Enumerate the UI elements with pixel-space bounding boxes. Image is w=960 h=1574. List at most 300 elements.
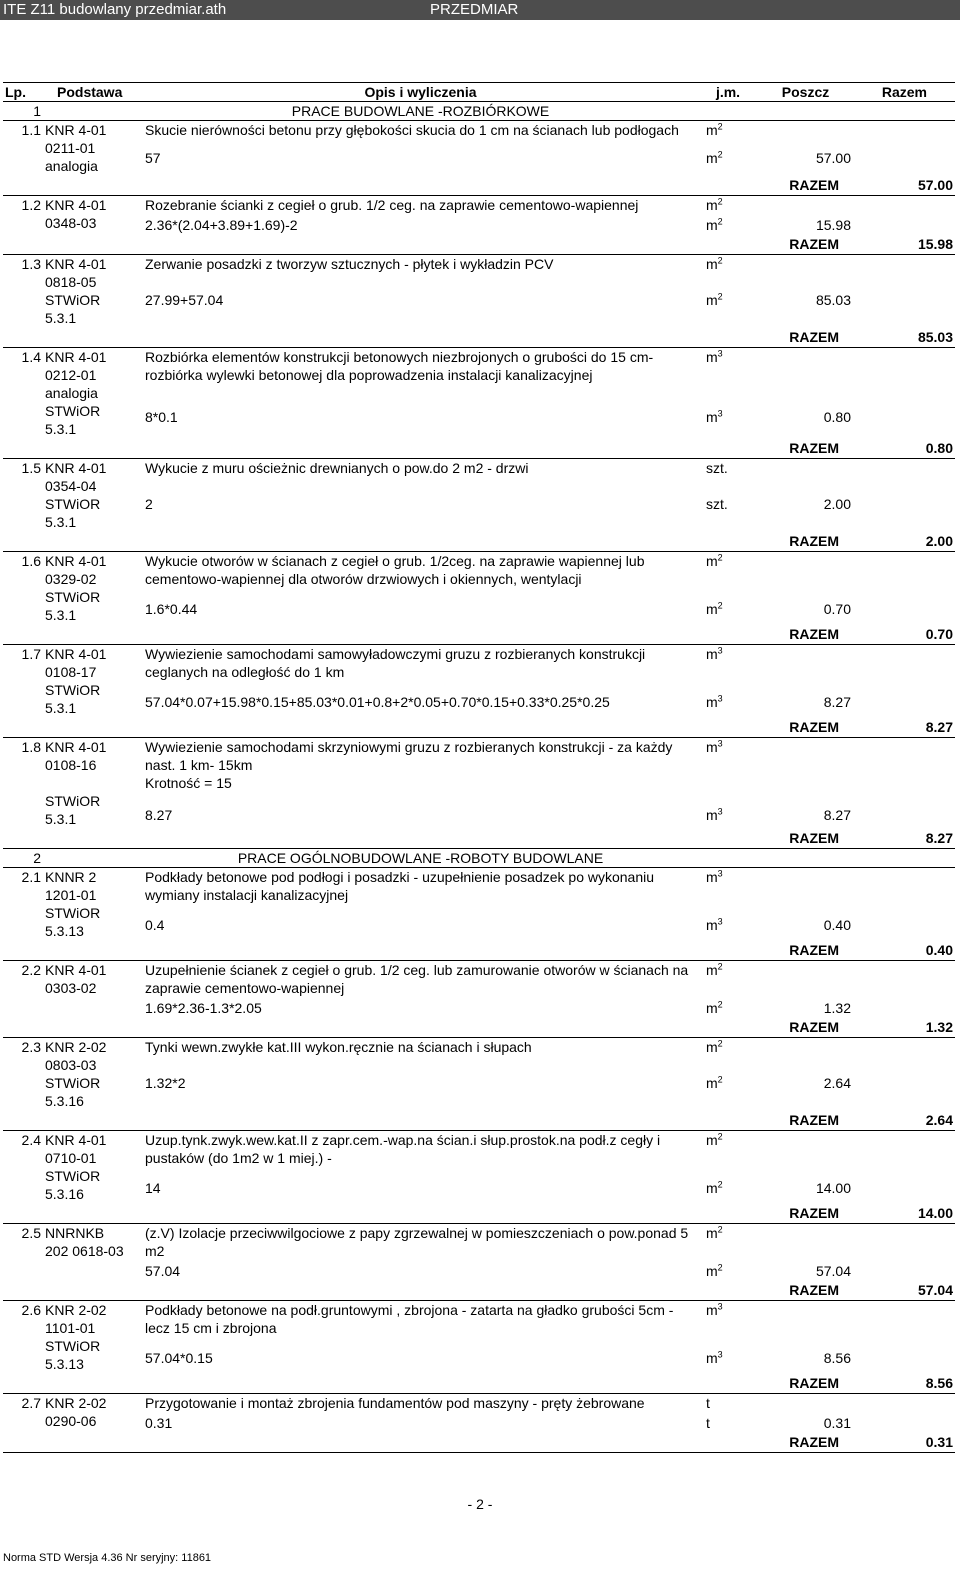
item-blank: [853, 645, 955, 692]
item-blank: [853, 552, 955, 599]
calculation-row: [3, 214, 955, 234]
item-description: Rozbiórka elementów konstrukcji betonowych niezbrojonych o grubości do 15 cm- rozbiórka wylewki betonowej dla poprowadzenia instalacji kanalizacyjnej: [143, 348, 698, 406]
item-number: 1.2: [3, 196, 43, 235]
item-blank: [853, 196, 955, 215]
item-unit: [698, 196, 758, 215]
unit-exponent: 3: [717, 1349, 723, 1360]
unit-base: m: [706, 1302, 718, 1318]
total-value: 57.00: [917, 177, 953, 193]
item-unit: [698, 1224, 758, 1261]
item-blank: [853, 1131, 955, 1178]
total-row: [3, 1280, 955, 1301]
unit-base: m: [706, 739, 718, 755]
total-spacer: [3, 234, 43, 255]
item-basis: KNR 2-02 1101-01 STWiOR 5.3.13: [43, 1301, 143, 1374]
total-spacer: [143, 828, 698, 849]
item-blank: [758, 459, 853, 494]
calculation-unit: [698, 1177, 758, 1203]
item-unit: [698, 1131, 758, 1178]
total-spacer: [43, 327, 143, 348]
calculation-row: [3, 147, 955, 175]
total-value: 57.04: [917, 1282, 953, 1298]
item-blank: [853, 738, 955, 804]
item-blank: [853, 691, 955, 717]
item-blank: [853, 214, 955, 234]
item-number: 2.7: [3, 1394, 43, 1433]
item-partial-value: 15.98: [815, 217, 851, 233]
item-partial-value: 1.32: [823, 1000, 851, 1016]
total-value: 0.70: [925, 626, 953, 642]
total-spacer: [143, 1373, 698, 1394]
table-row: [3, 121, 955, 147]
item-blank: [853, 1072, 955, 1110]
item-blank: [758, 1224, 853, 1261]
item-basis: KNR 4-01 0212-01 analogia STWiOR 5.3.1: [43, 348, 143, 439]
unit-base: m: [706, 962, 718, 978]
table-header-row: [3, 83, 955, 102]
total-row: [3, 1203, 955, 1224]
item-calculation: 0.4: [145, 917, 165, 934]
item-basis: KNR 4-01 0348-03: [43, 196, 143, 235]
calculation-row: [3, 1072, 955, 1110]
total-spacer: [43, 717, 143, 738]
item-number: 2.6: [3, 1301, 43, 1374]
item-partial-value: 2.00: [823, 496, 851, 513]
item-blank: [853, 1224, 955, 1261]
total-spacer: [698, 1432, 758, 1453]
item-partial-value: 0.31: [823, 1415, 851, 1431]
total-row: [3, 1373, 955, 1394]
item-partial-value: 2.64: [823, 1075, 851, 1092]
unit-base: m: [706, 1000, 718, 1016]
calculation-row: [3, 804, 955, 828]
total-label: RAZEM: [789, 440, 839, 456]
total-label: RAZEM: [789, 626, 839, 642]
item-basis: KNR 4-01 0108-17 STWiOR 5.3.1: [43, 645, 143, 718]
total-spacer: [3, 1373, 43, 1394]
total-spacer: [698, 438, 758, 459]
total-spacer: [43, 624, 143, 645]
total-label: RAZEM: [789, 329, 839, 345]
total-value: 2.00: [925, 533, 953, 549]
total-value: 0.31: [853, 1432, 955, 1453]
item-blank: [853, 348, 955, 406]
item-blank: [758, 738, 853, 804]
item-blank: [853, 147, 955, 175]
unit-base: m: [706, 217, 718, 233]
unit-base: m: [706, 1350, 718, 1367]
calculation-unit: [698, 691, 758, 717]
total-spacer: [43, 531, 143, 552]
item-calculation: 14: [145, 1180, 161, 1197]
unit-base: m: [706, 349, 718, 365]
item-blank: [853, 598, 955, 624]
item-blank: [853, 1394, 955, 1413]
unit-base: m: [706, 1263, 718, 1279]
item-blank: [758, 196, 853, 215]
total-row: [3, 234, 955, 255]
item-blank: [853, 1260, 955, 1280]
total-spacer: [3, 624, 43, 645]
total-spacer: [43, 1017, 143, 1038]
item-partial-value: 57.04: [815, 1263, 851, 1279]
section-spacer: [758, 102, 853, 121]
item-blank: [758, 1038, 853, 1073]
unit-exponent: 2: [717, 1262, 723, 1273]
calculation-unit: [698, 914, 758, 940]
unit-exponent: 2: [717, 1179, 723, 1190]
calculation-unit: szt.: [706, 496, 728, 513]
item-calculation: 0.31: [145, 1415, 173, 1431]
item-description: Przygotowanie i montaż zbrojenia fundamentów pod maszyny - pręty żebrowane: [143, 1394, 698, 1413]
section-spacer: [853, 102, 955, 121]
total-row: [3, 438, 955, 459]
item-calculation: 57.04*0.07+15.98*0.15+85.03*0.01+0.8+2*0.05+0.70*0.15+0.33*0.25*0.25: [145, 694, 610, 711]
item-blank: [758, 552, 853, 599]
unit-base: m: [706, 1225, 718, 1241]
total-spacer: [143, 1110, 698, 1131]
total-label: RAZEM: [789, 236, 839, 252]
item-number: 2.1: [3, 868, 43, 941]
item-blank: [853, 914, 955, 940]
item-description: Wywiezienie samochodami samowyładowczymi gruzu z rozbieranych konstrukcji ceglanych na odległość do 1 km: [143, 645, 698, 692]
section-spacer: [758, 849, 853, 868]
item-unit: szt.: [698, 459, 758, 494]
calculation-unit: [698, 289, 758, 327]
total-spacer: [43, 1110, 143, 1131]
total-row: [3, 531, 955, 552]
total-spacer: [143, 624, 698, 645]
unit-base: m: [706, 1132, 718, 1148]
total-spacer: [3, 531, 43, 552]
item-unit: [698, 868, 758, 915]
item-blank: [853, 121, 955, 147]
unit-exponent: 2: [717, 121, 723, 132]
total-spacer: [143, 940, 698, 961]
unit-exponent: 2: [717, 216, 723, 227]
column-header-poszcz: Poszcz: [758, 83, 853, 102]
unit-base: m: [706, 292, 718, 309]
item-partial-value: 0.70: [823, 601, 851, 618]
item-description: Uzupełnienie ścianek z cegieł o grub. 1/2 ceg. lub zamurowanie otworów w ścianach na zaprawie cementowo-wapiennej: [143, 961, 698, 998]
item-partial-value: 8.56: [823, 1350, 851, 1367]
item-blank: [758, 868, 853, 915]
item-calculation: 57.04: [145, 1263, 181, 1279]
total-value: 8.27: [925, 830, 953, 846]
calculation-row: [3, 1347, 955, 1373]
total-label: RAZEM: [789, 1019, 839, 1035]
item-description: Uzup.tynk.zwyk.wew.kat.II z zapr.cem.-wap.na ścian.i słup.prostok.na podł.z cegły i pustaków (do 1m2 w 1 miej.) -: [143, 1131, 698, 1178]
total-spacer: [698, 717, 758, 738]
calculation-unit: [698, 997, 758, 1017]
item-blank: [853, 1038, 955, 1073]
item-calculation: 57.04*0.15: [145, 1350, 213, 1367]
calculation-unit: t: [706, 1415, 710, 1431]
section-number: 2: [3, 849, 43, 868]
item-calculation: 8.27: [145, 806, 173, 823]
item-partial-value: 8.27: [823, 694, 851, 711]
unit-base: m: [706, 917, 718, 934]
item-number: 1.5: [3, 459, 43, 532]
unit-exponent: 2: [717, 1224, 723, 1235]
item-unit: [698, 552, 758, 599]
unit-exponent: 3: [717, 738, 723, 749]
total-spacer: [698, 828, 758, 849]
section-spacer: [698, 849, 758, 868]
total-value: 0.40: [925, 942, 953, 958]
item-unit: [698, 121, 758, 147]
total-spacer: [43, 1280, 143, 1301]
total-row: [3, 327, 955, 348]
total-spacer: [3, 717, 43, 738]
column-header-razem: Razem: [853, 83, 955, 102]
unit-exponent: 2: [717, 255, 723, 266]
item-basis: KNR 4-01 0211-01 analogia: [43, 121, 143, 176]
item-description: Wywiezienie samochodami skrzyniowymi gruzu z rozbieranych konstrukcji - za każdy nast. 1 km- 15km Krotność = 15: [143, 738, 698, 804]
table-row: [3, 738, 955, 804]
unit-exponent: 3: [717, 1301, 723, 1312]
item-description: Zerwanie posadzki z tworzyw sztucznych - płytek i wykładzin PCV: [143, 255, 698, 290]
item-description: Wykucie z muru ościeżnic drewnianych o pow.do 2 m2 - drzwi: [143, 459, 698, 494]
total-spacer: [3, 1017, 43, 1038]
item-blank: [758, 121, 853, 147]
item-basis: KNR 4-01 0303-02: [43, 961, 143, 1018]
cost-estimate-table: [3, 82, 955, 1453]
item-partial-value: 8.27: [823, 806, 851, 823]
document-filename: ITE Z11 budowlany przedmiar.ath: [3, 1, 227, 18]
total-spacer: [143, 234, 698, 255]
total-spacer: [143, 438, 698, 459]
unit-base: m: [706, 1180, 718, 1197]
item-basis: KNR 2-02 0290-06: [43, 1394, 143, 1433]
item-basis: KNR 4-01 0108-16 STWiOR 5.3.1: [43, 738, 143, 829]
unit-exponent: 2: [717, 196, 723, 207]
item-number: 2.5: [3, 1224, 43, 1281]
item-basis: NNRNKB 202 0618-03: [43, 1224, 143, 1281]
item-description: Podkłady betonowe pod podłogi i posadzki - uzupełnienie posadzek po wykonaniu wymiany instalacji kanalizacyjnej: [143, 868, 698, 915]
item-unit: t: [698, 1394, 758, 1413]
item-description: Rozebranie ścianki z cegieł o grub. 1/2 ceg. na zaprawie cementowo-wapiennej: [143, 196, 698, 215]
item-calculation: 2.36*(2.04+3.89+1.69)-2: [145, 217, 298, 233]
calculation-unit: [698, 214, 758, 234]
total-label: RAZEM: [789, 1112, 839, 1128]
section-spacer: [853, 849, 955, 868]
column-header-opis: Opis i wyliczenia: [143, 83, 698, 102]
unit-exponent: 3: [717, 806, 723, 817]
table-row: [3, 459, 955, 494]
software-footer: Norma STD Wersja 4.36 Nr seryjny: 11861: [3, 1552, 212, 1564]
total-label: RAZEM: [758, 1432, 853, 1453]
total-label: RAZEM: [789, 1282, 839, 1298]
item-blank: [853, 406, 955, 438]
unit-exponent: 3: [717, 693, 723, 704]
total-row: [3, 1017, 955, 1038]
item-number: 2.3: [3, 1038, 43, 1111]
total-spacer: [3, 438, 43, 459]
item-blank: [853, 255, 955, 290]
total-spacer: [698, 1110, 758, 1131]
item-description: (z.V) Izolacje przeciwwilgociowe z papy zgrzewalnej w pomieszczeniach o pow.ponad 5 m2: [143, 1224, 698, 1261]
table-row: [3, 196, 955, 215]
item-unit: [698, 1301, 758, 1348]
calculation-unit: [698, 147, 758, 175]
column-header-lp: Lp.: [3, 83, 43, 102]
item-blank: [853, 1301, 955, 1348]
total-spacer: [3, 175, 43, 196]
total-spacer: [143, 327, 698, 348]
total-row: [3, 624, 955, 645]
total-spacer: [3, 1203, 43, 1224]
unit-base: m: [706, 869, 718, 885]
total-label: RAZEM: [789, 942, 839, 958]
unit-exponent: 3: [717, 916, 723, 927]
item-blank: [853, 1412, 955, 1432]
item-calculation: 1.6*0.44: [145, 601, 198, 618]
item-blank: [758, 1301, 853, 1348]
section-spacer: [43, 102, 143, 121]
item-blank: [853, 493, 955, 531]
unit-exponent: 2: [717, 1074, 723, 1085]
unit-base: m: [706, 646, 718, 662]
item-partial-value: 0.80: [823, 408, 851, 425]
unit-exponent: 3: [717, 348, 723, 359]
item-partial-value: 57.00: [815, 149, 851, 166]
item-unit: [698, 1038, 758, 1073]
total-spacer: [3, 828, 43, 849]
total-spacer: [698, 531, 758, 552]
total-row: [3, 1110, 955, 1131]
total-spacer: [143, 531, 698, 552]
unit-base: m: [706, 149, 718, 166]
item-blank: [758, 961, 853, 998]
total-spacer: [143, 175, 698, 196]
total-spacer: [698, 234, 758, 255]
total-spacer: [698, 1017, 758, 1038]
total-spacer: [698, 327, 758, 348]
item-unit: [698, 961, 758, 998]
section-title: PRACE BUDOWLANE -ROZBIÓRKOWE: [291, 103, 550, 119]
total-spacer: [698, 1373, 758, 1394]
total-spacer: [698, 1203, 758, 1224]
total-value: 85.03: [917, 329, 953, 345]
unit-exponent: 2: [717, 149, 723, 160]
table-row: [3, 645, 955, 692]
total-spacer: [698, 624, 758, 645]
item-blank: [758, 1394, 853, 1413]
calculation-row: [3, 406, 955, 438]
total-value: 8.27: [925, 719, 953, 735]
unit-base: m: [706, 1039, 718, 1055]
item-blank: [853, 961, 955, 998]
item-calculation: 1.69*2.36-1.3*2.05: [145, 1000, 262, 1016]
section-row: [3, 102, 955, 121]
total-label: RAZEM: [789, 719, 839, 735]
item-basis: KNR 4-01 0818-05 STWiOR 5.3.1: [43, 255, 143, 328]
item-blank: [758, 255, 853, 290]
item-basis: KNR 4-01 0710-01 STWiOR 5.3.16: [43, 1131, 143, 1204]
calculation-row: [3, 1177, 955, 1203]
calculation-row: [3, 493, 955, 531]
table-body: [3, 102, 955, 1453]
unit-exponent: 2: [717, 552, 723, 563]
total-spacer: [698, 175, 758, 196]
total-spacer: [143, 1017, 698, 1038]
item-calculation: 57: [145, 149, 161, 166]
item-number: 1.7: [3, 645, 43, 718]
title-bar: [0, 0, 960, 20]
unit-exponent: 2: [717, 1131, 723, 1142]
total-label: RAZEM: [789, 177, 839, 193]
total-spacer: [143, 1432, 698, 1453]
calculation-row: [3, 1260, 955, 1280]
total-spacer: [3, 1280, 43, 1301]
item-blank: [853, 804, 955, 828]
calculation-row: [3, 289, 955, 327]
section-row: [3, 849, 955, 868]
total-spacer: [143, 717, 698, 738]
item-unit: [698, 738, 758, 804]
item-blank: [853, 1347, 955, 1373]
total-spacer: [698, 1280, 758, 1301]
unit-base: m: [706, 601, 718, 618]
item-calculation: 1.32*2: [145, 1075, 186, 1092]
table-row: [3, 1301, 955, 1348]
total-label: RAZEM: [789, 1375, 839, 1391]
item-basis: KNNR 2 1201-01 STWiOR 5.3.13: [43, 868, 143, 941]
item-blank: [853, 868, 955, 915]
total-spacer: [143, 1280, 698, 1301]
total-spacer: [3, 327, 43, 348]
calculation-unit: [698, 1260, 758, 1280]
total-row: [3, 940, 955, 961]
item-partial-value: 85.03: [815, 292, 851, 309]
unit-base: m: [706, 122, 718, 138]
item-description: Podkłady betonowe na podł.gruntowymi , zbrojona - zatarta na gładko grubości 5cm - lecz 15 cm i zbrojona: [143, 1301, 698, 1348]
section-number: 1: [33, 103, 41, 119]
table-row: [3, 552, 955, 599]
page-number: - 2 -: [467, 1496, 493, 1512]
calculation-row: [3, 598, 955, 624]
item-calculation: 27.99+57.04: [145, 292, 224, 309]
column-header-podstawa: Podstawa: [43, 83, 143, 102]
unit-exponent: 2: [717, 999, 723, 1010]
total-value: 2.64: [925, 1112, 953, 1128]
item-blank: [758, 1131, 853, 1178]
item-description: Skucie nierówności betonu przy głębokości skucia do 1 cm na ścianach lub podłogach: [143, 121, 698, 147]
item-calculation: 8*0.1: [145, 408, 178, 425]
section-spacer: [698, 102, 758, 121]
item-blank: [853, 1177, 955, 1203]
item-blank: [853, 997, 955, 1017]
calculation-row: [3, 997, 955, 1017]
calculation-unit: [698, 804, 758, 828]
section-spacer: [43, 849, 143, 868]
table-row: [3, 1224, 955, 1261]
total-label: RAZEM: [789, 533, 839, 549]
section-title: PRACE OGÓLNOBUDOWLANE -ROBOTY BUDOWLANE: [143, 849, 698, 868]
table-row: [3, 1394, 955, 1413]
item-unit: [698, 255, 758, 290]
unit-base: m: [706, 806, 718, 823]
total-spacer: [43, 828, 143, 849]
item-number: 1.6: [3, 552, 43, 625]
table-row: [3, 961, 955, 998]
item-unit: [698, 645, 758, 692]
unit-base: m: [706, 1075, 718, 1092]
total-label: RAZEM: [789, 1205, 839, 1221]
total-row: [3, 717, 955, 738]
table-row: [3, 255, 955, 290]
